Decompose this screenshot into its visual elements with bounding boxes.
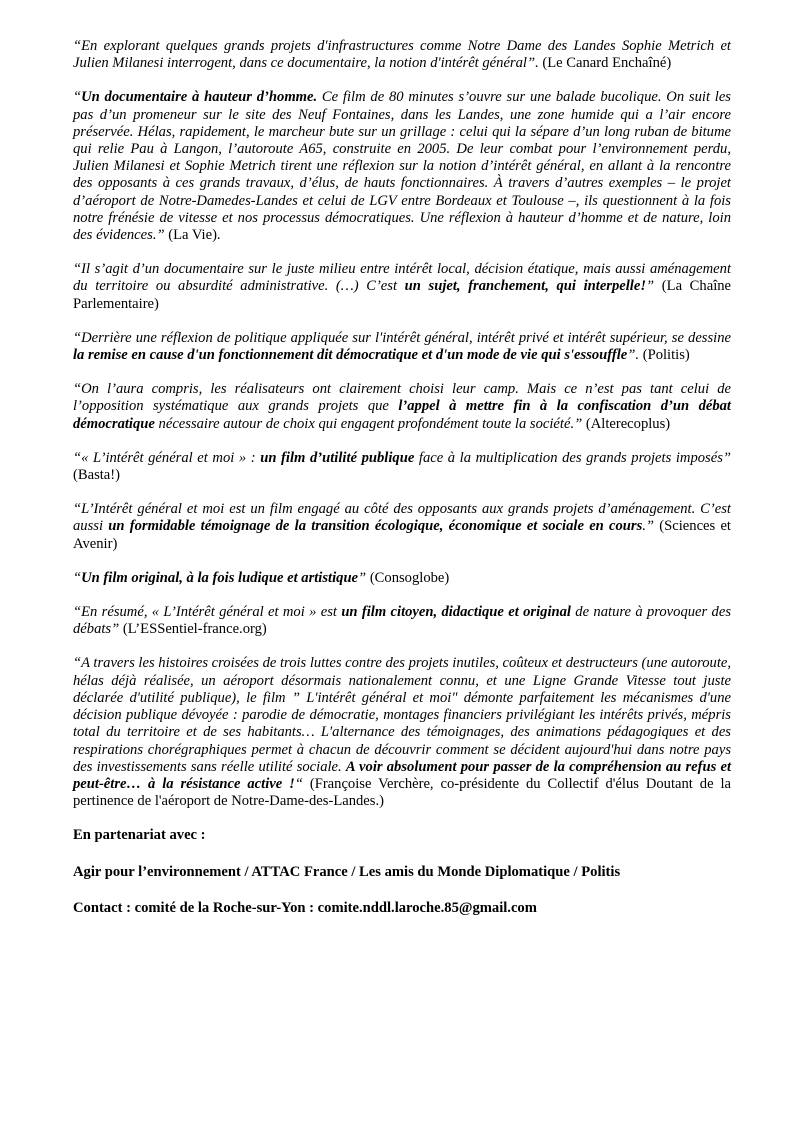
quote-text: Ce film de 80 minutes s’ouvre sur une balade bucolique. On suit les pas d’un promeneur sur le site des Neuf Fontaines, dans les Landes, une zone humide qui a l’air encore préservée. Hélas, rapidement, le marcheur bute sur un grillage : celui qui la sépare d’un long ruban de bitume qui relie Pau à Langon, l’autoroute A65, construite en 2005. De leur combat pour l’environnement perdu, Julien Milanesi et Sophie Metrich tirent une réflexion sur la notion d’intérêt général, en allant à la rencontre des opposants à ces grands travaux, d’élus, de hauts fonctionnaires. À travers d’autres exemples – le projet d’aéroport de Notre-Damedes-Landes et celui de LGV entre Bordeaux et Toulouse –, ils questionnent à la fois notre frénésie de vitesse et nos processus démocratiques. Une réflexion à hauteur d’homme et de nature, loin des évidences.”	[73, 89, 731, 244]
quote-text: face à la multiplication des grands projets imposés”	[414, 449, 731, 466]
quote-highlight: la remise en cause d'un fonctionnement dit démocratique et d'un mode de vie qui s'essouffle	[73, 347, 628, 364]
partnership-heading: En partenariat avec :	[73, 827, 206, 844]
quote-source: (Alterecoplus)	[585, 415, 671, 432]
quote-text: “« L’intérêt général et moi » :	[73, 449, 261, 466]
quote-highlight: A voir absolument pour passer de la compréhension au refus et peut-être… à la résistance active !	[73, 758, 732, 792]
quote-text: “	[73, 569, 82, 586]
quote-source: (La Chaîne Parlementaire)	[73, 278, 732, 312]
contact-line: Contact : comité de la Roche-sur-Yon : comite.nddl.laroche.85@gmail.com	[73, 899, 537, 916]
quote-source: (Basta!)	[73, 467, 121, 484]
quote-text: de nature à provoquer des débats”	[73, 604, 731, 638]
press-quote	[73, 38, 731, 72]
quote-source: (Le Canard Enchaîné)	[542, 55, 672, 72]
quote-text: nécessaire autour de choix qui engagent profondément toute la société.”	[154, 415, 586, 432]
quote-source: (Françoise Verchère, co-présidente du Collectif d'élus Doutant de la pertinence de l'aéroport de Notre-Dame-des-Landes.)	[73, 775, 731, 810]
quote-text: ”	[646, 278, 662, 295]
quote-text: “L’Intérêt général et moi est un film engagé au côté des opposants aux grands projets d’aménagement. C’est aussi	[73, 501, 731, 535]
quote-text: “Derrière une réflexion de politique appliquée sur l'intérêt général, intérêt privé et intérêt supérieur, se dessine	[73, 329, 731, 346]
quote-source: (La Vie).	[168, 227, 221, 244]
quote-text: ”.	[627, 347, 643, 364]
quote-highlight: un film d’utilité publique	[260, 449, 415, 466]
quote-text: “En résumé, « L’Intérêt général et moi » est	[73, 604, 342, 621]
press-quote	[73, 501, 731, 553]
press-quote	[73, 655, 731, 810]
press-quote	[73, 89, 731, 244]
partners-line: Agir pour l’environnement / ATTAC France / Les amis du Monde Diplomatique / Politis	[73, 863, 621, 880]
quote-source: (L’ESSentiel-france.org)	[122, 621, 267, 638]
quote-highlight: un formidable témoignage de la transition écologique, économique et sociale en cours	[108, 518, 643, 535]
press-quote	[73, 381, 731, 433]
quote-text: ”	[358, 569, 370, 586]
quote-text: “	[294, 775, 310, 792]
quote-source: (Sciences et Avenir)	[73, 518, 731, 552]
quote-highlight: un film citoyen, didactique et original	[341, 604, 571, 621]
quote-source: (Consoglobe)	[369, 569, 450, 586]
quote-highlight: l’appel à mettre fin à la confiscation d’un débat démocratique	[73, 398, 731, 432]
press-quotes-list	[73, 38, 731, 810]
quote-text: “A travers les histoires croisées de trois luttes contre des projets inutiles, coûteux et destructeurs (une autoroute, hélas déjà réalisée, un aéroport désormais nationalement connu, et une Ligne Grande Vitesse tout juste déclarée d'utilité publique), le film ” L'intérêt général et moi" démonte parfaitement les mécanismes d'une décision publique dévoyée : parodie de démocratie, montages financiers privilégiant les intérêts privés, mépris total du territoire et de ses habitants… L'alternance des témoignages, des animations pédagogiques et des respirations chorégraphiques permet à chacun de découvrir comment se décident aujourd'hui dans notre pays des investissements sans réelle utilité sociale.	[73, 655, 731, 775]
press-reviews-document	[73, 38, 731, 934]
quote-source: (Politis)	[642, 347, 690, 364]
press-quote	[73, 570, 731, 587]
press-quote	[73, 261, 731, 313]
press-quote	[73, 330, 731, 364]
quote-highlight: Un film original, à la fois ludique et artistique	[81, 569, 359, 586]
quote-text: “En explorant quelques grands projets d'infrastructures comme Notre Dame des Landes Sophie Metrich et Julien Milanesi interrogent, dans ce documentaire, la notion d'intérêt général”.	[73, 38, 731, 72]
quote-highlight: un sujet, franchement, qui interpelle!	[404, 278, 647, 295]
quote-highlight: Un documentaire à hauteur d’homme.	[81, 89, 318, 106]
quote-text: .”	[642, 518, 660, 535]
quote-text: “Il s’agit d’un documentaire sur le juste milieu entre intérêt local, décision étatique, mais aussi aménagement du territoire ou absurdité administrative. (…) C’est	[73, 261, 731, 295]
quote-text: “	[73, 89, 82, 106]
quote-text: “On l’aura compris, les réalisateurs ont clairement choisi leur camp. Mais ce n’est pas tant celui de l’opposition systématique aux grands projets que	[73, 381, 731, 415]
press-quote	[73, 450, 731, 484]
press-quote	[73, 604, 731, 638]
